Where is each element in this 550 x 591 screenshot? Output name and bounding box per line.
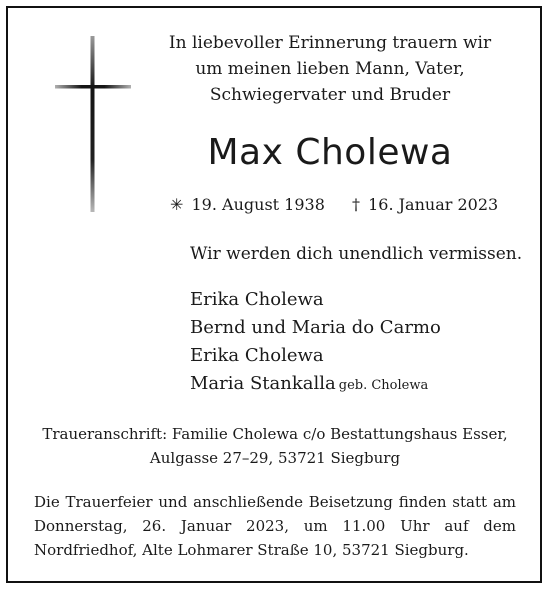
latin-cross-icon [55,36,131,212]
death-date-text: 16. Januar 2023 [368,195,499,214]
mourner-item [190,286,441,314]
deceased-name: Max Cholewa [207,132,453,173]
address-line: Traueranschrift: Familie Cholewa c/o Bestattungshaus Esser, [42,425,508,443]
mourner-name: Bernd und Maria do Carmo [190,317,441,338]
mourner-maiden-name: geb. Cholewa [338,378,429,393]
intro-line: Schwiegervater und Bruder [209,85,451,105]
death-dagger-icon: † [352,195,360,214]
mourner-name: Erika Cholewa [190,289,324,310]
mourning-address [20,422,530,470]
mourner-item [190,314,441,342]
mourner-name: Erika Cholewa [190,345,324,366]
mourner-item [190,370,441,400]
funeral-notice: Die Trauerfeier und anschließende Beisetzung finden statt am Donnerstag, 26. Januar 2023, um 11.00 Uhr auf dem Nordfriedhof, Alte Lohmarer Straße 10, 53721 Siegburg. [34,493,516,559]
death-date [352,194,498,216]
farewell-line: Wir werden dich unendlich vermissen. [190,244,523,264]
mourner-name: Maria Stankalla [190,373,336,394]
intro-line: um meinen lieben Mann, Vater, [195,59,465,79]
birth-date-text: 19. August 1938 [191,195,325,214]
intro-line: In liebevoller Erinnerung trauern wir [168,33,492,53]
birth-star-icon: ✳ [170,195,184,214]
intro-text [160,30,500,108]
mourners-list [190,286,441,400]
mourner-item [190,342,441,370]
address-line: Aulgasse 27–29, 53721 Siegburg [149,449,401,467]
birth-date [170,194,325,216]
